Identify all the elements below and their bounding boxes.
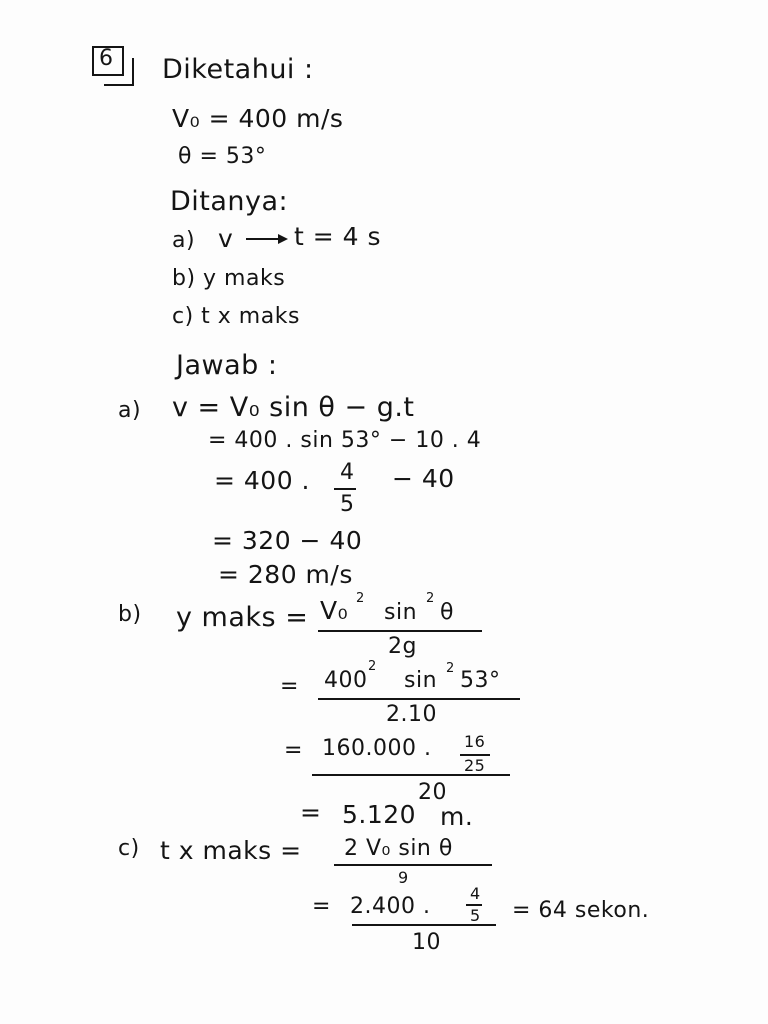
answer-a-formula: v = V₀ sin θ − g.t	[172, 392, 415, 423]
answer-c-frac-den: 5	[470, 906, 481, 925]
answer-a-result: = 280 m/s	[218, 560, 353, 589]
given-initial-velocity: V₀ = 400 m/s	[172, 104, 344, 133]
answer-b-num2-sup2: 2	[446, 661, 455, 676]
answer-c-lhs: t x maks =	[160, 836, 302, 865]
answer-b-num1-sup: 2	[356, 591, 365, 606]
answer-c-eq2: =	[312, 894, 331, 919]
ditanya-heading: Ditanya:	[170, 186, 289, 217]
answer-c-correction: 9	[398, 868, 409, 887]
answer-b-frac3-num: 16	[464, 732, 486, 751]
answer-c-result: = 64 sekon.	[512, 898, 650, 923]
answer-a-substitution: = 400 . sin 53° − 10 . 4	[208, 428, 482, 453]
answer-b-num2-sin: sin	[404, 668, 438, 693]
answer-a-fraction-bar	[334, 488, 356, 490]
answer-b-num1-v0: V₀	[320, 596, 349, 625]
answer-b-fraction1-bar	[318, 630, 482, 632]
arrow-icon	[244, 232, 290, 246]
jawab-heading: Jawab :	[176, 350, 278, 381]
answer-b-num1-sin: sin	[384, 600, 418, 625]
asked-a-time: t = 4 s	[294, 222, 382, 251]
answer-a-fraction-den: 5	[340, 492, 355, 517]
answer-b-result: 5.120	[342, 800, 417, 829]
asked-a-velocity: v	[218, 224, 234, 253]
asked-c: c) t x maks	[172, 304, 300, 329]
asked-b: b) y maks	[172, 266, 286, 291]
answer-b-correction: 20	[418, 780, 447, 805]
answer-c-fraction-bar	[352, 924, 496, 926]
answer-b-result-unit: m.	[440, 802, 474, 831]
answer-b-den2: 2.10	[386, 702, 437, 727]
answer-a-label: a)	[118, 398, 142, 423]
answer-b-eq3: =	[284, 738, 303, 763]
answer-b-fraction3-bar	[312, 774, 510, 776]
answer-b-den1: 2g	[388, 634, 417, 659]
problem-number: 6	[99, 46, 114, 71]
asked-a-label: a)	[172, 228, 196, 253]
answer-b-num2-angle: 53°	[460, 668, 501, 693]
answer-b-lhs: y maks =	[176, 602, 309, 633]
answer-c-rhs1-bar	[334, 864, 492, 866]
answer-b-num3: 160.000 .	[322, 736, 432, 761]
answer-b-num2-sup: 2	[368, 659, 377, 674]
answer-c-den2: 10	[412, 930, 441, 955]
answer-c-label: c)	[118, 836, 140, 861]
answer-b-eq4: =	[300, 798, 322, 827]
answer-b-num1-theta: θ	[440, 600, 454, 625]
answer-c-num2: 2.400 .	[350, 894, 431, 919]
given-angle: θ = 53°	[178, 144, 267, 169]
diketahui-heading: Diketahui :	[162, 54, 314, 85]
answer-b-num1-sup2: 2	[426, 591, 435, 606]
answer-a-step3-lhs: = 400 .	[214, 466, 311, 495]
answer-c-rhs1: 2 V₀ sin θ	[344, 836, 453, 861]
answer-c-frac-num: 4	[470, 884, 481, 903]
answer-a-step4: = 320 − 40	[212, 526, 363, 555]
answer-a-fraction-num: 4	[340, 460, 355, 485]
answer-b-label: b)	[118, 602, 142, 627]
answer-b-fraction2-bar	[318, 698, 520, 700]
answer-a-step3-rhs: − 40	[392, 464, 455, 493]
answer-b-frac3-den: 25	[464, 756, 486, 775]
answer-b-num2-base: 400	[324, 668, 368, 693]
answer-b-eq2: =	[280, 674, 299, 699]
